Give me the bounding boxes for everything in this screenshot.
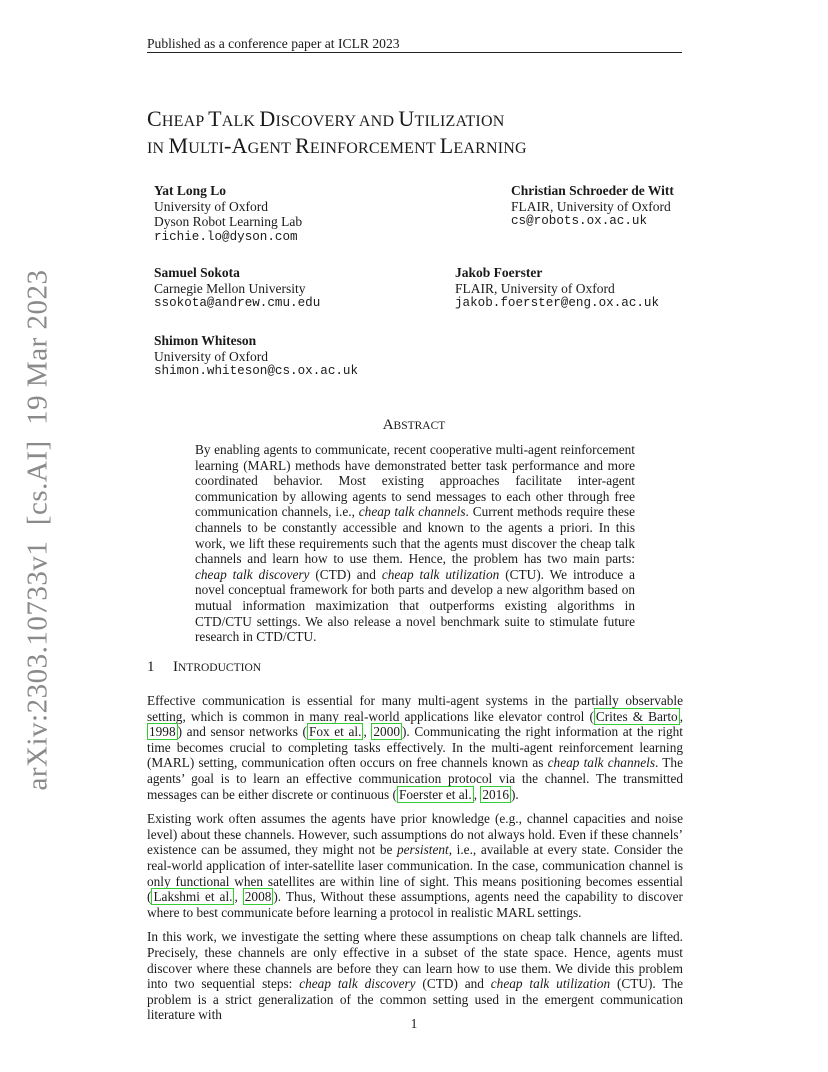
- author-name: Jakob Foerster: [455, 265, 543, 280]
- running-header: Published as a conference paper at ICLR 2023: [147, 36, 400, 51]
- citation-link[interactable]: Lakshmi et al.: [153, 889, 233, 905]
- paper-title-line-1: CHEAP TALK DISCOVERY AND UTILIZATION: [147, 106, 505, 131]
- paragraph: Effective communication is essential for many multi-agent systems in the partially observable setting, which is common in many real-world applications like elevator control ( Crites & Barto , 1998 ) and sensor networks ( Fox et al. , 2000 ). Communicating the right information at the right time becomes crucial to completing tasks effectively. In the multi-agent reinforcement learning (MARL) setting, communication often occurs on free channels known as cheap talk channels. The agents’ goal is to learn an effective communication protocol via the channel. The transmitted messages can be either discrete or continuous ( Foerster et al. , 2016 ).: [147, 693, 684, 802]
- author-email[interactable]: shimon.whiteson@cs.ox.ac.uk: [154, 364, 359, 379]
- citation-link[interactable]: 2016: [482, 786, 509, 802]
- author-name: Yat Long Lo: [154, 183, 227, 198]
- author-block-lo: [154, 183, 302, 245]
- abstract-body: By enabling agents to communicate, recent cooperative multi-agent reinforcement learning (MARL) methods have demonstrated better task performance and more coordinated behavior. Most existing approaches facilitate inter-agent communication by allowing agents to send messages to each other through free communication channels, i.e., cheap talk channels. Current methods require these channels to be constantly accessible and known to the agents a priori. In this work, we lift these requirements such that the agents must discover the cheap talk channels and learn how to use them. Hence, the problem has two main parts: cheap talk discovery (CTD) and cheap talk utilization (CTU). We introduce a novel conceptual framework for both parts and develop a new algorithm based on mutual information maximization that outperforms existing algorithms in CTD/CTU settings. We also release a novel benchmark suite to stimulate future research in CTD/CTU.: [195, 442, 635, 645]
- author-email[interactable]: jakob.foerster@eng.ox.ac.uk: [455, 296, 660, 311]
- abstract-heading: ABSTRACT: [382, 417, 446, 433]
- citation-link[interactable]: Fox et al.: [308, 724, 362, 740]
- author-block-foerster: [455, 265, 659, 312]
- paper-title-line-2: IN MULTI-AGENT REINFORCEMENT LEARNING: [147, 133, 527, 158]
- paragraph: Existing work often assumes the agents have prior knowledge (e.g., channel capacities and noise level) about these channels. However, such assumptions do not always hold. Even if these channels’ existence can be assumed, they might not be persistent, i.e., available at every state. Consider the real-world application of inter-satellite laser communication. In the case, communication channel is only functional when satellites are within line of sight. This means positioning becomes essential ( Lakshmi et al. , 2008 ). Thus, Without these assumptions, agents need the capability to discover where to best communicate before learning a protocol in realistic MARL settings.: [147, 811, 683, 920]
- author-affiliation: FLAIR, University of Oxford: [455, 280, 615, 296]
- author-block-sokota: [154, 265, 320, 312]
- author-affiliation: University of Oxford: [154, 348, 268, 364]
- citation-link[interactable]: Foerster et al.: [398, 786, 472, 802]
- header-rule: [147, 52, 682, 53]
- citation-link[interactable]: 2000: [373, 724, 400, 740]
- author-affiliation: FLAIR, University of Oxford: [511, 198, 671, 214]
- citation-link[interactable]: Crites & Barto: [595, 708, 678, 724]
- author-affiliation: Dyson Robot Learning Lab: [154, 214, 303, 230]
- section-heading-introduction: 1 INTRODUCTION: [147, 659, 262, 675]
- author-name: Samuel Sokota: [154, 265, 240, 280]
- author-email[interactable]: richie.lo@dyson.com: [154, 229, 298, 244]
- author-email[interactable]: ssokota@andrew.cmu.edu: [154, 296, 321, 311]
- author-block-schroeder-de-witt: [511, 183, 674, 230]
- arxiv-identifier-stamp: arXiv:2303.10733v1 [cs.AI] 19 Mar 2023: [21, 269, 54, 791]
- paragraph: In this work, we investigate the setting where these assumptions on cheap talk channels are lifted. Precisely, these channels are only effective in a subset of the state space. Hence, agents must discover where these channels are before they can learn how to use them. We divide this problem into two sequential steps: cheap talk discovery (CTD) and cheap talk utilization (CTU). The problem is a strict generalization of the common setting used in the emergent communication literature with: [147, 929, 684, 1023]
- author-name: Christian Schroeder de Witt: [511, 183, 674, 198]
- citation-link[interactable]: 2008: [244, 889, 272, 905]
- author-name: Shimon Whiteson: [154, 333, 257, 348]
- author-block-whiteson: [154, 333, 358, 380]
- page-number: 1: [410, 1016, 418, 1031]
- author-email[interactable]: cs@robots.ox.ac.uk: [511, 214, 648, 229]
- citation-link[interactable]: 1998: [149, 724, 176, 740]
- introduction-body: [147, 693, 683, 1032]
- author-affiliation: Carnegie Mellon University: [154, 280, 306, 296]
- author-affiliation: University of Oxford: [154, 198, 268, 214]
